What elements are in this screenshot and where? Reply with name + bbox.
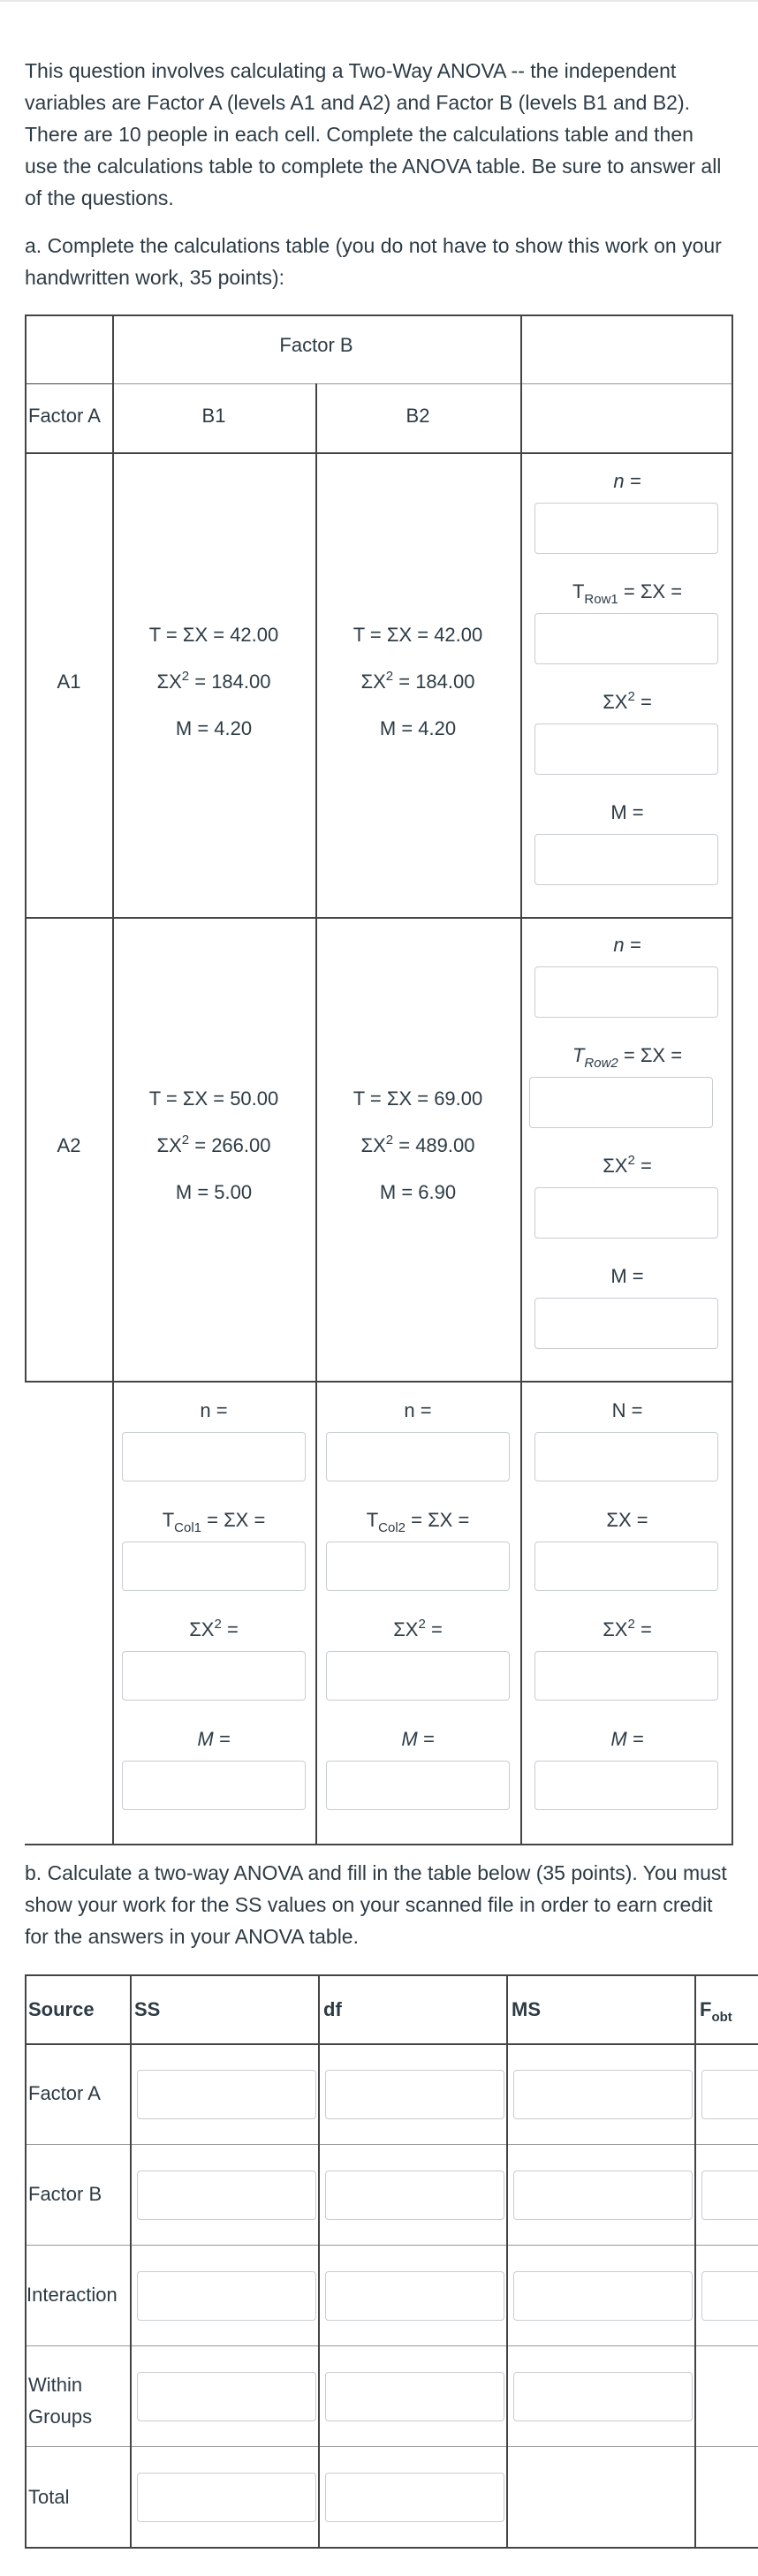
- col1-sum-squares-label: $\Sigma X^2$ =: [189, 1617, 239, 1640]
- grand-mean-label: M =: [610, 1728, 644, 1750]
- col2-mean-label: M =: [401, 1728, 435, 1750]
- total-ss-input[interactable]: [137, 2473, 316, 2522]
- anova-source-header: Source: [28, 1998, 95, 2020]
- factor-b-ms-input[interactable]: [513, 2171, 693, 2220]
- part-a-instructions: a. Complete the calculations table (you do not have to show this work on your handwritten work, 35 points):: [25, 234, 722, 289]
- part-b-instructions: b. Calculate a two-way ANOVA and fill in the table below (35 points). You must show your work for the SS values on your scanned file in order to earn credit for the answers in your ANOVA table.: [25, 1861, 727, 1948]
- col2-sum-squares-label: $\Sigma X^2$ =: [393, 1617, 443, 1640]
- a2b1-total: T = ΣX = 50.00: [148, 1087, 279, 1110]
- anova-ss-header: SS: [134, 1998, 161, 2020]
- a1b2-sum-squares: $\Sigma X^2 = 184.00$: [360, 669, 475, 693]
- col1-n-label: n =: [200, 1399, 228, 1421]
- col2-total-label: $T_{Col2} = \Sigma X$ =: [366, 1509, 470, 1535]
- factor-a-f-input[interactable]: [701, 2070, 758, 2119]
- a1b1-sum-squares: $\Sigma X^2 = 184.00$: [156, 669, 271, 693]
- anova-row-label: Interaction: [27, 2284, 117, 2306]
- a2b1-sum-squares: $\Sigma X^2 = 266.00$: [156, 1133, 271, 1156]
- grand-sum-squares-label: $\Sigma X^2$ =: [603, 1617, 652, 1640]
- interaction-f-input[interactable]: [701, 2271, 758, 2321]
- a1b1-mean: M = 4.20: [175, 717, 253, 739]
- factor-a-header: Factor A: [28, 405, 101, 427]
- row1-sum-squares-label: $\Sigma X^2$ =: [603, 689, 652, 713]
- question-intro: This question involves calculating a Two-Way ANOVA -- the independent variables are Factor A (levels A1 and A2) and Factor B (levels B1 and B2). There are 10 people in each cell. Complete the calculations table and then use the calculations table to complete the ANOVA table. Be sure to answer all of the questions.: [25, 59, 722, 209]
- factor-a-ms-input[interactable]: [513, 2070, 693, 2119]
- col2-n-label: n =: [404, 1399, 432, 1421]
- within-groups-ms-input[interactable]: [513, 2372, 693, 2421]
- row1-n-label: n =: [613, 470, 641, 492]
- factor-b-f-input[interactable]: [701, 2171, 758, 2220]
- factor-b-ss-input[interactable]: [137, 2171, 316, 2220]
- anova-row-label: Total: [28, 2486, 70, 2508]
- anova-df-header: df: [323, 1998, 342, 2020]
- row1-mean-label: M =: [610, 801, 644, 823]
- interaction-ss-input[interactable]: [137, 2271, 316, 2321]
- anova-ms-header: MS: [512, 1998, 541, 2020]
- row2-sum-squares-label: $\Sigma X^2$ =: [603, 1153, 652, 1177]
- interaction-df-input[interactable]: [325, 2271, 504, 2321]
- row-a2-header: A2: [57, 1134, 81, 1156]
- row2-mean-label: M =: [610, 1265, 644, 1287]
- factor-b-df-input[interactable]: [325, 2171, 504, 2220]
- grand-n-label: N =: [611, 1399, 643, 1421]
- factor-b-header: Factor B: [279, 334, 353, 356]
- row-a1-header: A1: [57, 671, 81, 693]
- a2b2-sum-squares: $\Sigma X^2 = 489.00$: [360, 1133, 475, 1156]
- col1-mean-label: M =: [197, 1728, 231, 1750]
- col-b1-header: B1: [201, 405, 226, 427]
- row2-n-label: n =: [613, 934, 641, 956]
- grand-sum-label: ΣX =: [606, 1509, 648, 1531]
- a2b1-mean: M = 5.00: [175, 1181, 253, 1203]
- col-b2-header: B2: [406, 405, 430, 427]
- within-groups-ss-input[interactable]: [137, 2372, 316, 2421]
- within-groups-df-input[interactable]: [325, 2372, 504, 2421]
- row1-total-label: $T_{Row1} = \Sigma X$ =: [572, 580, 683, 607]
- total-df-input[interactable]: [325, 2473, 504, 2522]
- interaction-ms-input[interactable]: [513, 2271, 693, 2321]
- anova-row-label: Factor A: [28, 2082, 101, 2104]
- a2b2-mean: M = 6.90: [379, 1181, 457, 1203]
- anova-row-label: Within Groups: [28, 2374, 93, 2428]
- anova-row-label: Factor B: [28, 2183, 102, 2205]
- factor-a-df-input[interactable]: [325, 2070, 504, 2119]
- anova-f-header: $F_{obt}$: [700, 1998, 732, 2025]
- row2-total-label: $T_{Row2} = \Sigma X$ =: [572, 1044, 683, 1071]
- factor-a-ss-input[interactable]: [137, 2070, 316, 2119]
- col1-total-label: $T_{Col1} = \Sigma X$ =: [162, 1509, 266, 1535]
- a2b2-total: T = ΣX = 69.00: [352, 1087, 483, 1110]
- a1b1-total: T = ΣX = 42.00: [148, 624, 279, 646]
- a1b2-mean: M = 4.20: [379, 717, 457, 739]
- a1b2-total: T = ΣX = 42.00: [352, 624, 483, 646]
